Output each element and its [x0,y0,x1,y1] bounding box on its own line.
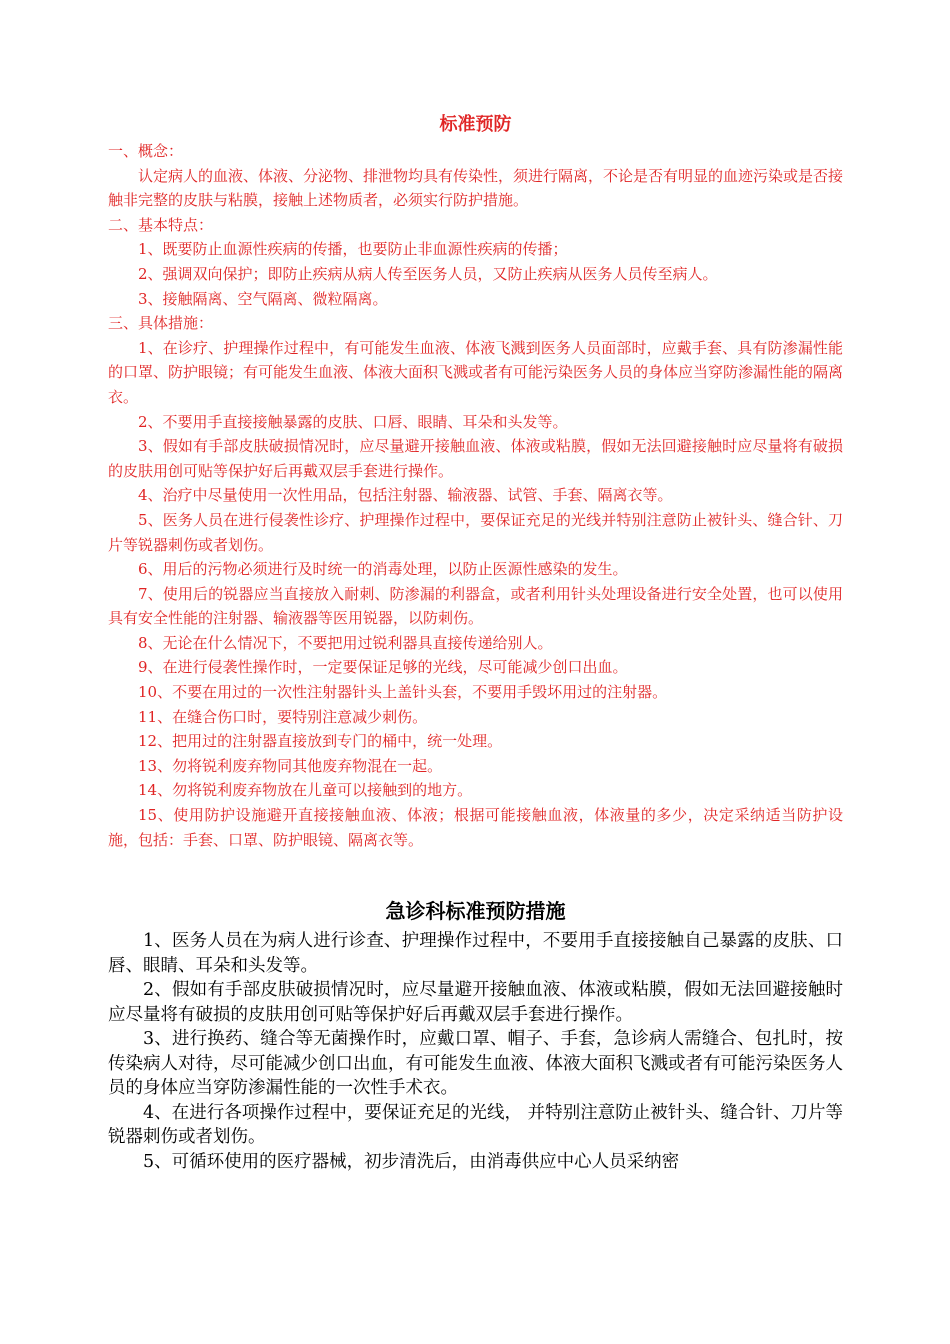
body-paragraph: 3、接触隔离、空气隔离、微粒隔离。 [138,289,388,308]
body-paragraph: 3、假如有手部皮肤破损情况时，应尽量避开接触血液、体液或粘膜，假如无法回避接触时应尽量将有破损的皮肤用创可贴等保护好后再戴双层手套进行操作。 [108,437,843,480]
body-paragraph: 8、无论在什么情况下，不要把用过锐利器具直接传递给别人。 [138,633,553,652]
section-body [108,929,843,1174]
section-heading: 二、基本特点： [108,215,214,234]
body-paragraph: 5、医务人员在进行侵袭性诊疗、护理操作过程中，要保证充足的光线并特别注意防止被针头、缝合针、刀片等锐器刺伤或者划伤。 [108,510,843,554]
section-title: 急诊科标准预防措施 [385,899,566,923]
section-heading: 三、具体措施： [108,314,214,333]
body-paragraph: 4、治疗中尽量使用一次性用品，包括注射器、输液器、试管、手套、隔离衣等。 [138,486,673,505]
body-paragraph: 6、用后的污物必须进行及时统一的消毒处理，以防止医源性感染的发生。 [138,560,628,579]
standard-precautions-section [108,112,843,852]
section-heading: 一、概念： [108,142,184,160]
body-paragraph: 2、假如有手部皮肤破损情况时，应尽量避开接触血液、体液或粘膜，假如无法回避接触时应尽量将有破损的皮肤用创可贴等保护好后再戴双层手套进行操作。 [108,980,843,1025]
body-paragraph: 1、医务人员在为病人进行诊查、护理操作过程中，不要用手直接接触自己暴露的皮肤、口唇、眼睛、耳朵和头发等。 [108,931,843,976]
body-paragraph: 3、进行换药、缝合等无菌操作时，应戴口罩、帽子、手套，急诊病人需缝合、包扎时，按传染病人对待，尽可能减少创口出血，有可能发生血液、体液大面积飞溅或者有可能污染医务人员的身体应当穿防渗漏性能的一次性手术衣。 [108,1029,843,1098]
section-title: 标准预防 [439,114,512,135]
body-paragraph: 12、把用过的注射器直接放到专门的桶中，统一处理。 [138,732,503,751]
body-paragraph: 2、强调双向保护；即防止疾病从病人传至医务人员，又防止疾病从医务人员传至病人。 [138,264,718,283]
body-paragraph: 2、不要用手直接接触暴露的皮肤、口唇、眼睛、耳朵和头发等。 [138,412,568,431]
body-paragraph: 14、勿将锐利废弃物放在儿童可以接触到的地方。 [138,781,473,800]
body-paragraph: 1、既要防止血源性疾病的传播，也要防止非血源性疾病的传播； [138,240,568,259]
section-body [108,139,843,852]
body-paragraph: 9、在进行侵袭性操作时，一定要保证足够的光线，尽可能减少创口出血。 [138,658,628,677]
emergency-precautions-section [108,896,843,1174]
body-paragraph: 13、勿将锐利废弃物同其他废弃物混在一起。 [138,756,443,775]
body-paragraph: 11、在缝合伤口时，要特别注意减少刺伤。 [138,707,428,726]
body-paragraph: 7、使用后的锐器应当直接放入耐刺、防渗漏的利器盒，或者利用针头处理设备进行安全处置，也可以使用具有安全性能的注射器、输液器等医用锐器，以防刺伤。 [108,584,843,628]
body-paragraph: 4、在进行各项操作过程中，要保证充足的光线， 并特别注意防止被针头、缝合针、刀片等锐器刺伤或者划伤。 [108,1102,843,1147]
body-paragraph: 10、不要在用过的一次性注射器针头上盖针头套，不要用手毁坏用过的注射器。 [138,683,668,702]
body-paragraph: 认定病人的血液、体液、分泌物、排泄物均具有传染性，须进行隔离，不论是否有明显的血迹污染或是否接触非完整的皮肤与粘膜，接触上述物质者，必须实行防护措施。 [108,166,844,210]
body-paragraph: 5、可循环使用的医疗器械，初步清洗后，由消毒供应中心人员采纳密 [143,1151,680,1172]
body-paragraph: 15、使用防护设施避开直接接触血液、体液；根据可能接触血液，体液量的多少，决定采纳适当防护设施，包括：手套、口罩、防护眼镜、隔离衣等。 [108,806,843,849]
body-paragraph: 1、在诊疗、护理操作过程中，有可能发生血液、体液飞溅到医务人员面部时，应戴手套、具有防渗漏性能的口罩、防护眼镜；有可能发生血液、体液大面积飞溅或者有可能污染医务人员的身体应当穿防渗漏性能的隔离衣。 [108,338,844,406]
